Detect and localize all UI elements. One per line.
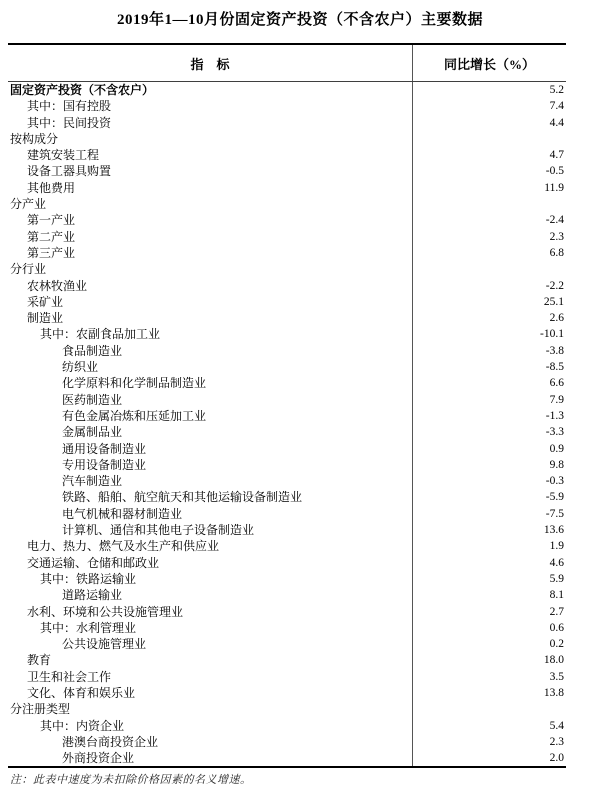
table-row bbox=[8, 392, 566, 408]
data-table bbox=[8, 43, 566, 768]
table-row bbox=[8, 278, 566, 294]
row-value: -1.3 bbox=[545, 409, 564, 422]
row-label: 其中：水利管理业 bbox=[8, 620, 413, 636]
row-label: 建筑安装工程 bbox=[8, 147, 413, 163]
row-value: 2.0 bbox=[549, 752, 564, 765]
row-value: 25.1 bbox=[543, 295, 564, 308]
row-value: 1.9 bbox=[549, 540, 564, 553]
row-value: 5.2 bbox=[549, 84, 564, 96]
table-row bbox=[8, 441, 566, 457]
table-row bbox=[8, 115, 566, 131]
table-body bbox=[8, 82, 566, 768]
row-label: 纺织业 bbox=[8, 359, 413, 375]
table-row bbox=[8, 604, 566, 620]
row-value: 0.6 bbox=[549, 621, 564, 634]
table-row bbox=[8, 685, 566, 701]
row-value: 9.8 bbox=[549, 458, 564, 471]
row-value: 2.6 bbox=[549, 312, 564, 325]
row-label: 通用设备制造业 bbox=[8, 441, 413, 457]
row-value: 2.3 bbox=[549, 735, 564, 748]
table-row bbox=[8, 489, 566, 505]
table-row bbox=[8, 229, 566, 245]
row-label: 道路运输业 bbox=[8, 587, 413, 603]
row-value: 4.6 bbox=[549, 556, 564, 569]
row-value: 13.8 bbox=[543, 686, 564, 699]
row-label: 金属制品业 bbox=[8, 424, 413, 440]
table-row bbox=[8, 538, 566, 554]
table-row bbox=[8, 98, 566, 114]
table-row bbox=[8, 718, 566, 734]
table-row bbox=[8, 408, 566, 424]
table-row bbox=[8, 343, 566, 359]
row-value: 18.0 bbox=[543, 654, 564, 667]
row-label: 第二产业 bbox=[8, 229, 413, 245]
table-row bbox=[8, 506, 566, 522]
table-row bbox=[8, 620, 566, 636]
table-row bbox=[8, 750, 566, 766]
table-row bbox=[8, 652, 566, 668]
row-label: 专用设备制造业 bbox=[8, 457, 413, 473]
row-label: 按构成分 bbox=[8, 131, 413, 147]
table-row bbox=[8, 180, 566, 196]
row-label: 卫生和社会工作 bbox=[8, 669, 413, 685]
row-label: 交通运输、仓储和邮政业 bbox=[8, 555, 413, 571]
row-label: 电力、热力、燃气及水生产和供应业 bbox=[8, 538, 413, 554]
row-value: -3.8 bbox=[545, 344, 564, 357]
row-label: 分产业 bbox=[8, 196, 413, 212]
table-row bbox=[8, 424, 566, 440]
row-value: 7.4 bbox=[549, 100, 564, 113]
row-label: 铁路、船舶、航空航天和其他运输设备制造业 bbox=[8, 489, 413, 505]
table-row bbox=[8, 359, 566, 375]
row-value: 6.8 bbox=[549, 246, 564, 259]
row-label: 农林牧渔业 bbox=[8, 278, 413, 294]
row-value: 2.3 bbox=[549, 230, 564, 243]
row-label: 公共设施管理业 bbox=[8, 636, 413, 652]
table-row bbox=[8, 522, 566, 538]
row-label: 水利、环境和公共设施管理业 bbox=[8, 604, 413, 620]
row-value: 13.6 bbox=[543, 524, 564, 537]
row-value: 8.1 bbox=[549, 589, 564, 602]
row-label: 电气机械和器材制造业 bbox=[8, 506, 413, 522]
column-header-indicator: 指 标 bbox=[8, 45, 413, 81]
table-row bbox=[8, 310, 566, 326]
row-label: 有色金属冶炼和压延加工业 bbox=[8, 408, 413, 424]
row-value: 7.9 bbox=[549, 393, 564, 406]
row-value: 5.9 bbox=[549, 572, 564, 585]
row-value: 4.4 bbox=[549, 116, 564, 129]
row-label: 采矿业 bbox=[8, 294, 413, 310]
row-value: -2.4 bbox=[545, 214, 564, 227]
page-title: 2019年1—10月份固定资产投资（不含农户）主要数据 bbox=[116, 12, 483, 28]
table-row bbox=[8, 212, 566, 228]
row-label: 文化、体育和娱乐业 bbox=[8, 685, 413, 701]
row-value: 4.7 bbox=[549, 149, 564, 162]
footnote: 注：此表中速度为未扣除价格因素的名义增速。 bbox=[10, 774, 252, 786]
row-value: -8.5 bbox=[545, 361, 564, 374]
row-label: 教育 bbox=[8, 652, 413, 668]
table-row bbox=[8, 147, 566, 163]
row-label: 医药制造业 bbox=[8, 392, 413, 408]
table-row bbox=[8, 196, 566, 212]
table-row bbox=[8, 587, 566, 603]
row-value: 11.9 bbox=[544, 181, 564, 194]
row-value: 0.9 bbox=[549, 442, 564, 455]
table-row bbox=[8, 701, 566, 717]
row-value: 6.6 bbox=[549, 377, 564, 390]
row-label: 固定资产投资（不含农户） bbox=[8, 82, 413, 98]
row-value bbox=[413, 701, 566, 717]
row-label: 计算机、通信和其他电子设备制造业 bbox=[8, 522, 413, 538]
table-row bbox=[8, 636, 566, 652]
row-value: 5.4 bbox=[549, 719, 564, 732]
row-value: -0.3 bbox=[545, 475, 564, 488]
row-label: 第一产业 bbox=[8, 212, 413, 228]
row-value: 3.5 bbox=[549, 670, 564, 683]
row-value: 2.7 bbox=[549, 605, 564, 618]
row-label: 制造业 bbox=[8, 310, 413, 326]
table-row bbox=[8, 131, 566, 147]
row-label: 其中：民间投资 bbox=[8, 115, 413, 131]
table-row bbox=[8, 326, 566, 342]
table-row bbox=[8, 245, 566, 261]
row-label: 汽车制造业 bbox=[8, 473, 413, 489]
row-label: 食品制造业 bbox=[8, 343, 413, 359]
row-label: 分注册类型 bbox=[8, 701, 413, 717]
row-label: 其他费用 bbox=[8, 180, 413, 196]
row-label: 第三产业 bbox=[8, 245, 413, 261]
row-label: 其中：铁路运输业 bbox=[8, 571, 413, 587]
row-value: -10.1 bbox=[540, 328, 564, 341]
table-row bbox=[8, 457, 566, 473]
row-value bbox=[413, 131, 566, 147]
row-label: 设备工器具购置 bbox=[8, 163, 413, 179]
row-label: 其中：国有控股 bbox=[8, 98, 413, 114]
row-value: -7.5 bbox=[545, 507, 564, 520]
row-value: -3.3 bbox=[545, 426, 564, 439]
table-row bbox=[8, 375, 566, 391]
row-value bbox=[413, 261, 566, 277]
table-row bbox=[8, 82, 566, 98]
table-header bbox=[8, 45, 566, 82]
row-label: 分行业 bbox=[8, 261, 413, 277]
column-header-growth: 同比增长（%） bbox=[443, 56, 535, 72]
table-row bbox=[8, 163, 566, 179]
table-row bbox=[8, 473, 566, 489]
row-label: 港澳台商投资企业 bbox=[8, 734, 413, 750]
row-label: 其中：内资企业 bbox=[8, 718, 413, 734]
row-label: 其中：农副食品加工业 bbox=[8, 326, 413, 342]
row-value: -2.2 bbox=[545, 279, 564, 292]
table-row bbox=[8, 571, 566, 587]
table-row bbox=[8, 294, 566, 310]
table-row bbox=[8, 669, 566, 685]
row-value: -0.5 bbox=[545, 165, 564, 178]
row-value bbox=[413, 196, 566, 212]
row-label: 化学原料和化学制品制造业 bbox=[8, 375, 413, 391]
table-row bbox=[8, 261, 566, 277]
table-row bbox=[8, 734, 566, 750]
row-label: 外商投资企业 bbox=[8, 750, 413, 766]
table-row bbox=[8, 555, 566, 571]
row-value: 0.2 bbox=[549, 638, 564, 651]
row-value: -5.9 bbox=[545, 491, 564, 504]
